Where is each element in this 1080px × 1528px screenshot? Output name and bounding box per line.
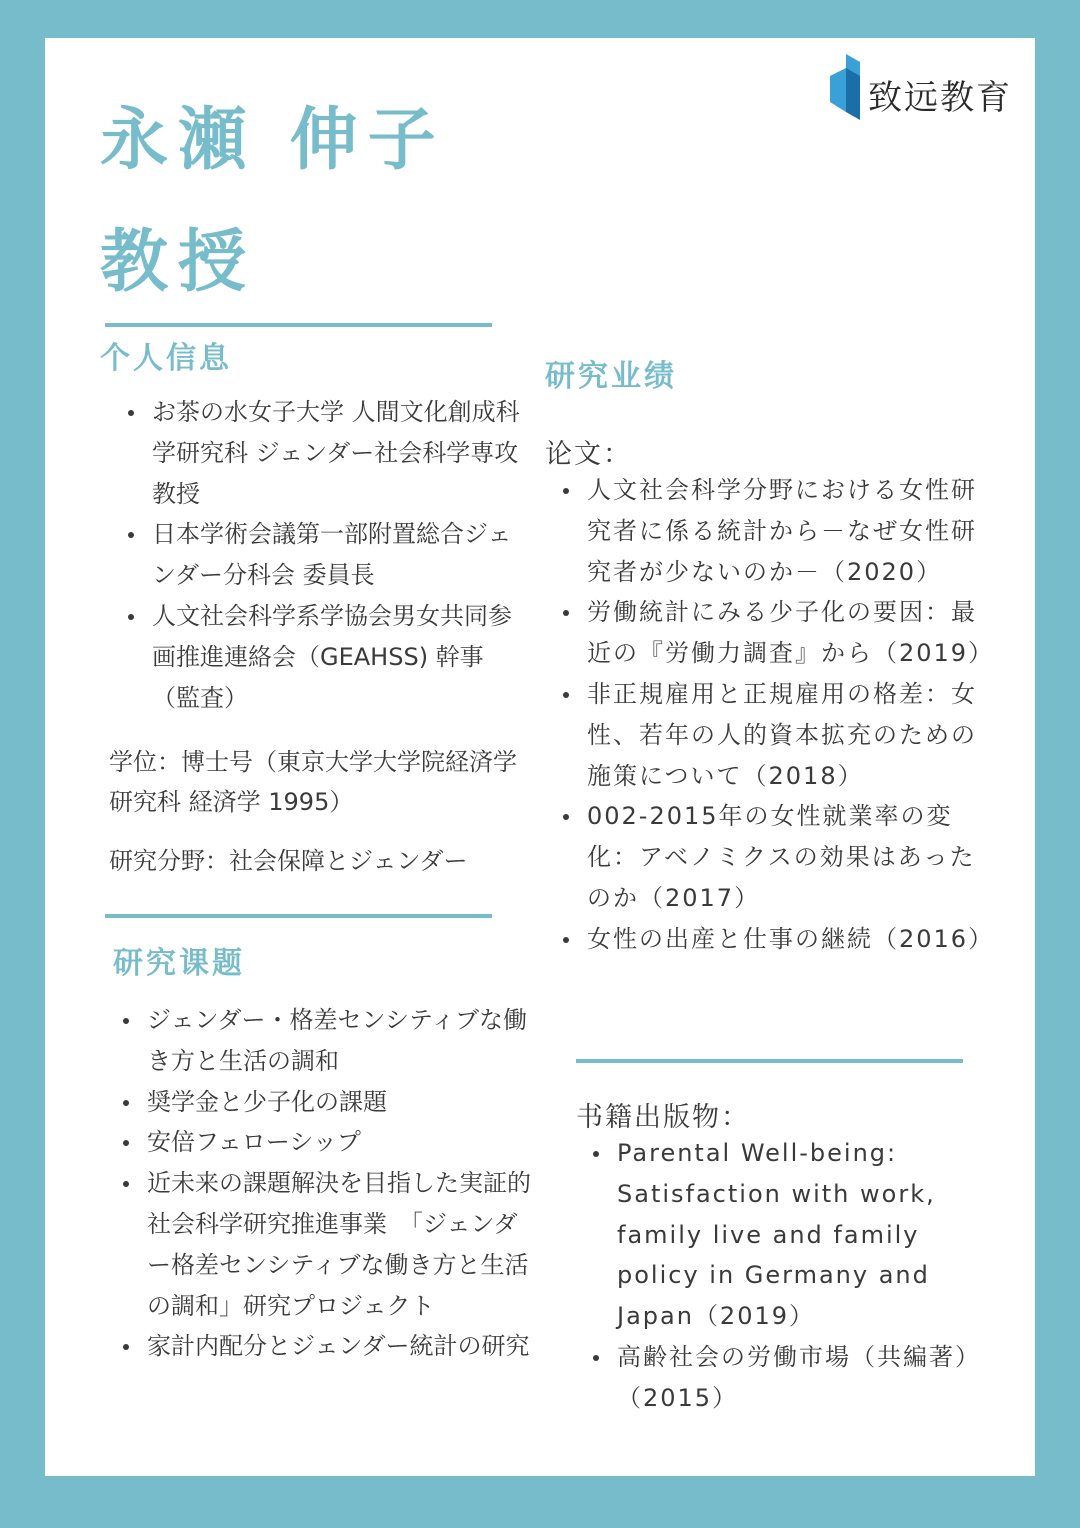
research-field-text: 研究分野：社会保障とジェンダー	[109, 847, 468, 875]
list-item: 002-2015年の女性就業率の変化：アベノミクスの効果はあったのか（2017）	[545, 796, 995, 918]
profile-card	[45, 38, 1035, 1476]
professor-title: 教授	[100, 223, 257, 302]
list-item: 女性の出産と仕事の継続（2016）	[545, 919, 995, 960]
personal-list	[110, 392, 530, 718]
list-item: お茶の水女子大学 人間文化創成科学研究科 ジェンダー社会科学専攻 教授	[110, 392, 530, 514]
books-list	[575, 1133, 995, 1419]
list-item: ジェンダー・格差センシティブな働き方と生活の調和	[105, 1000, 537, 1082]
personal-heading: 个人信息	[100, 341, 232, 376]
list-item: 奨学金と少子化の課題	[105, 1082, 537, 1123]
topics-divider	[105, 914, 492, 918]
papers-label: 论文：	[545, 439, 632, 470]
list-item: 人文社会科学系学協会男女共同参画推進連絡会（GEAHSS) 幹事（監査）	[110, 596, 530, 718]
list-item: 日本学術会議第一部附置総合ジェンダー分科会 委員長	[110, 514, 530, 596]
brand-logo	[830, 52, 1030, 142]
papers-list	[545, 470, 995, 960]
books-label: 书籍出版物：	[576, 1102, 750, 1133]
list-item: 安倍フェローシップ	[105, 1122, 537, 1163]
list-item: Parental Well-being: Satisfaction with work, family live and family policy in Germany and Japan（2019）	[575, 1133, 995, 1337]
personal-divider	[105, 323, 492, 327]
topics-heading: 研究课题	[113, 946, 245, 981]
logo-mark-icon	[830, 54, 864, 124]
list-item: 人文社会科学分野における女性研究者に係る統計から－なぜ女性研究者が少ないのか－（2020）	[545, 470, 995, 592]
list-item: 高齢社会の労働市場（共編著）（2015）	[575, 1337, 995, 1419]
achievements-heading: 研究业绩	[545, 359, 677, 394]
topics-list	[105, 1000, 537, 1367]
logo-text: 致远教育	[868, 78, 1012, 118]
list-item: 非正規雇用と正規雇用の格差：女性、若年の人的資本拡充のための施策について（2018）	[545, 674, 995, 796]
list-item: 近未来の課題解決を目指した実証的社会科学研究推進事業 「ジェンダー格差センシティブな働き方と生活の調和」研究プロジェクト	[105, 1163, 537, 1326]
list-item: 家計内配分とジェンダー統計の研究	[105, 1326, 537, 1367]
degree-text: 学位：博士号（東京大学大学院経済学研究科 経済学 1995）	[109, 748, 517, 816]
books-divider	[576, 1059, 963, 1063]
list-item: 労働統計にみる少子化の要因：最近の『労働力調査』から（2019）	[545, 592, 995, 674]
professor-name: 永瀬 伸子	[100, 101, 446, 180]
